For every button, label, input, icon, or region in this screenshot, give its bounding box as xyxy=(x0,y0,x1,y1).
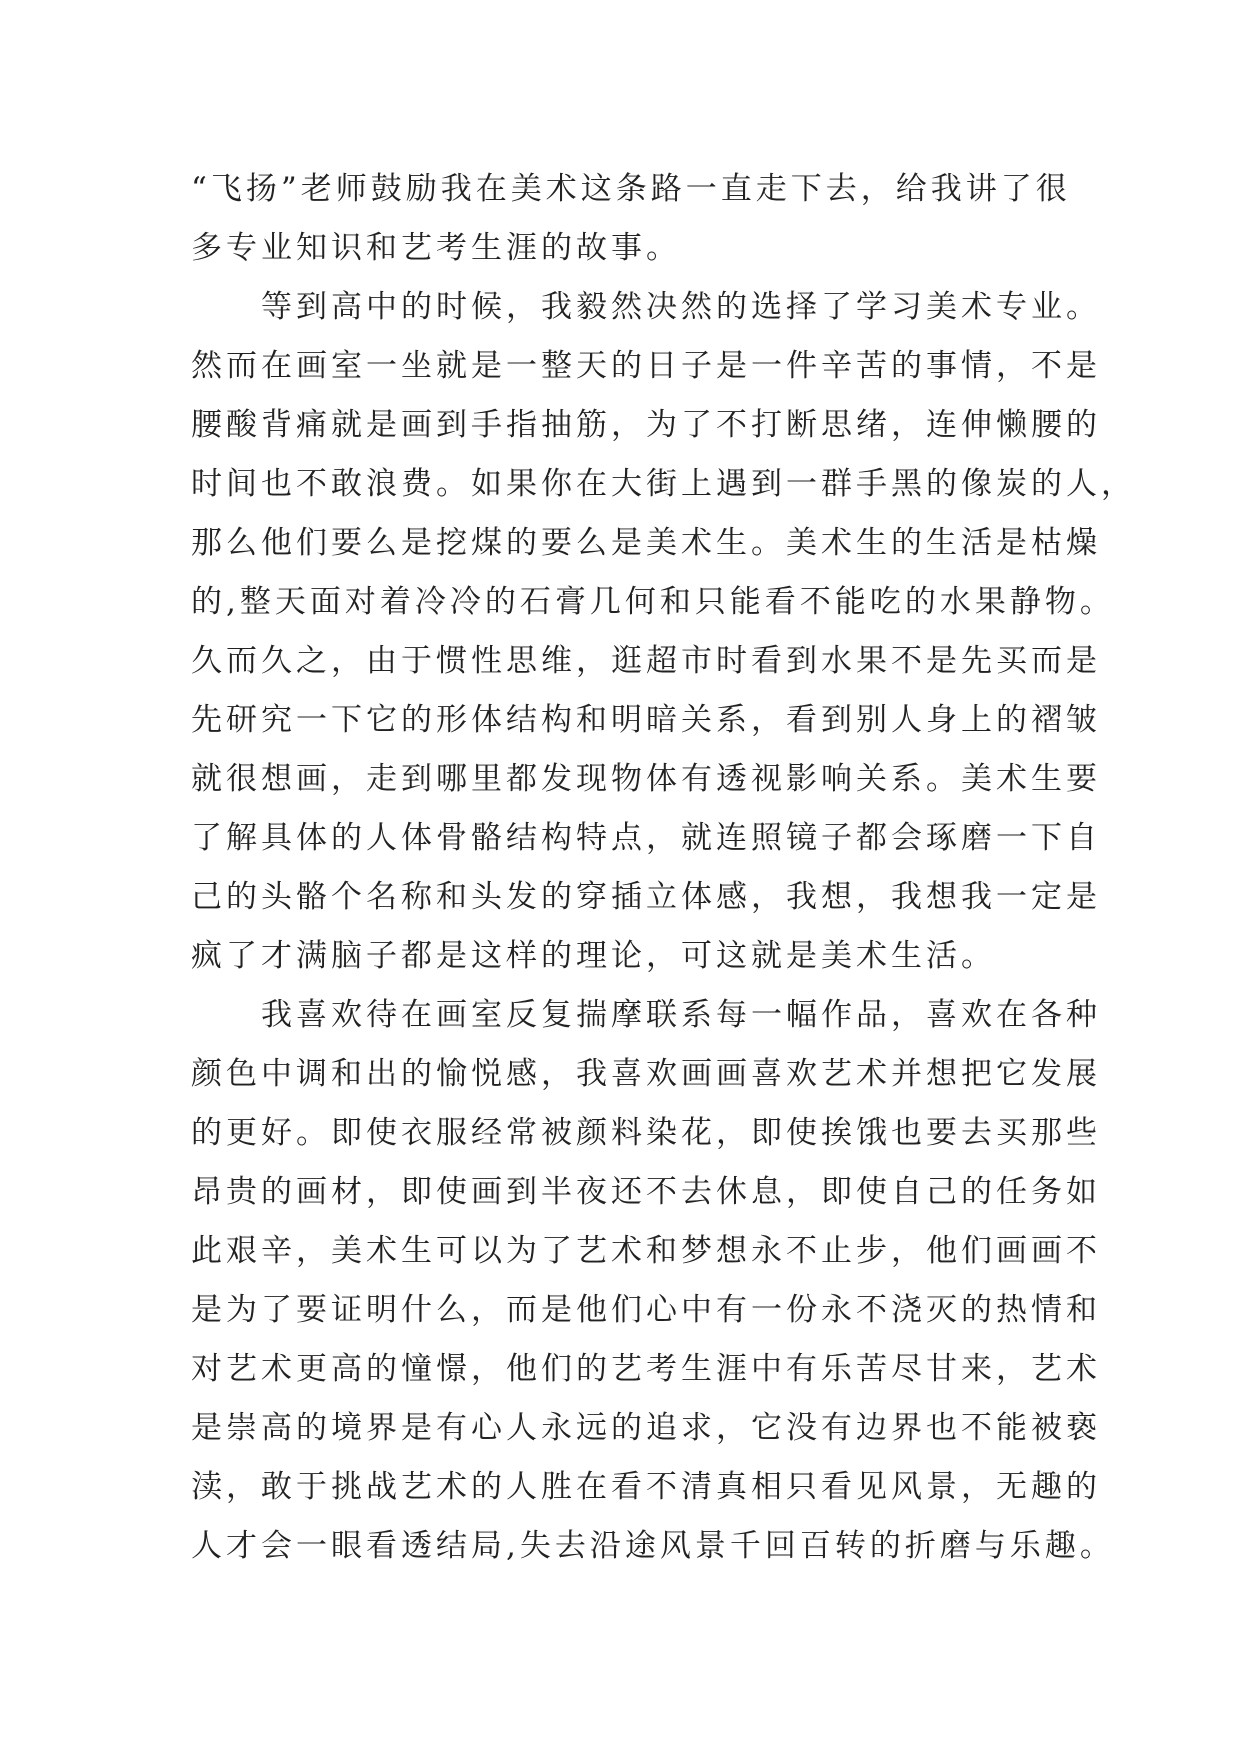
text-line: 了解具体的人体骨骼结构特点，就连照镜子都会琢磨一下自 xyxy=(191,820,1101,856)
text-line: 多专业知识和艺考生涯的故事。 xyxy=(191,230,681,266)
text-line: 渎，敢于挑战艺术的人胜在看不清真相只看见风景，无趣的 xyxy=(191,1469,1101,1505)
text-line: 此艰辛，美术生可以为了艺术和梦想永不止步，他们画画不 xyxy=(191,1233,1101,1269)
text-line: 然而在画室一坐就是一整天的日子是一件辛苦的事情，不是 xyxy=(191,348,1101,384)
paragraph-start-line: 我喜欢待在画室反复揣摩联系每一幅作品，喜欢在各种 xyxy=(261,997,1101,1033)
text-line: 己的头骼个名称和头发的穿插立体感，我想，我想我一定是 xyxy=(191,879,1101,915)
text-line: 对艺术更高的憧憬，他们的艺考生涯中有乐苦尽甘来，艺术 xyxy=(191,1351,1101,1387)
text-line: 就很想画，走到哪里都发现物体有透视影响关系。美术生要 xyxy=(191,761,1101,797)
text-line: 先研究一下它的形体结构和明暗关系，看到别人身上的褶皱 xyxy=(191,702,1101,738)
text-line: 昂贵的画材，即使画到半夜还不去休息，即使自己的任务如 xyxy=(191,1174,1101,1210)
text-line: 是为了要证明什么，而是他们心中有一份永不浇灭的热情和 xyxy=(191,1292,1101,1328)
text-line: 的,整天面对着冷冷的石膏几何和只能看不能吃的水果静物。 xyxy=(191,584,1115,620)
paragraph-start-line: 等到高中的时候，我毅然决然的选择了学习美术专业。 xyxy=(261,289,1101,325)
text-line: 久而久之，由于惯性思维，逛超市时看到水果不是先买而是 xyxy=(191,643,1101,679)
text-line: 疯了才满脑子都是这样的理论，可这就是美术生活。 xyxy=(191,938,996,974)
text-line: 颜色中调和出的愉悦感，我喜欢画画喜欢艺术并想把它发展 xyxy=(191,1056,1101,1092)
text-line: 是崇高的境界是有心人永远的追求，它没有边界也不能被亵 xyxy=(191,1410,1101,1446)
text-line: 人才会一眼看透结局,失去沿途风景千回百转的折磨与乐趣。 xyxy=(191,1528,1115,1564)
text-line: “飞扬”老师鼓励我在美术这条路一直走下去，给我讲了很 xyxy=(191,171,1071,207)
body-text xyxy=(191,160,1136,1576)
text-line: 腰酸背痛就是画到手指抽筋，为了不打断思绪，连伸懒腰的 xyxy=(191,407,1101,443)
text-line: 时间也不敢浪费。如果你在大街上遇到一群手黑的像炭的人， xyxy=(191,466,1136,502)
text-line: 那么他们要么是挖煤的要么是美术生。美术生的生活是枯燥 xyxy=(191,525,1101,561)
text-line: 的更好。即使衣服经常被颜料染花，即使挨饿也要去买那些 xyxy=(191,1115,1101,1151)
